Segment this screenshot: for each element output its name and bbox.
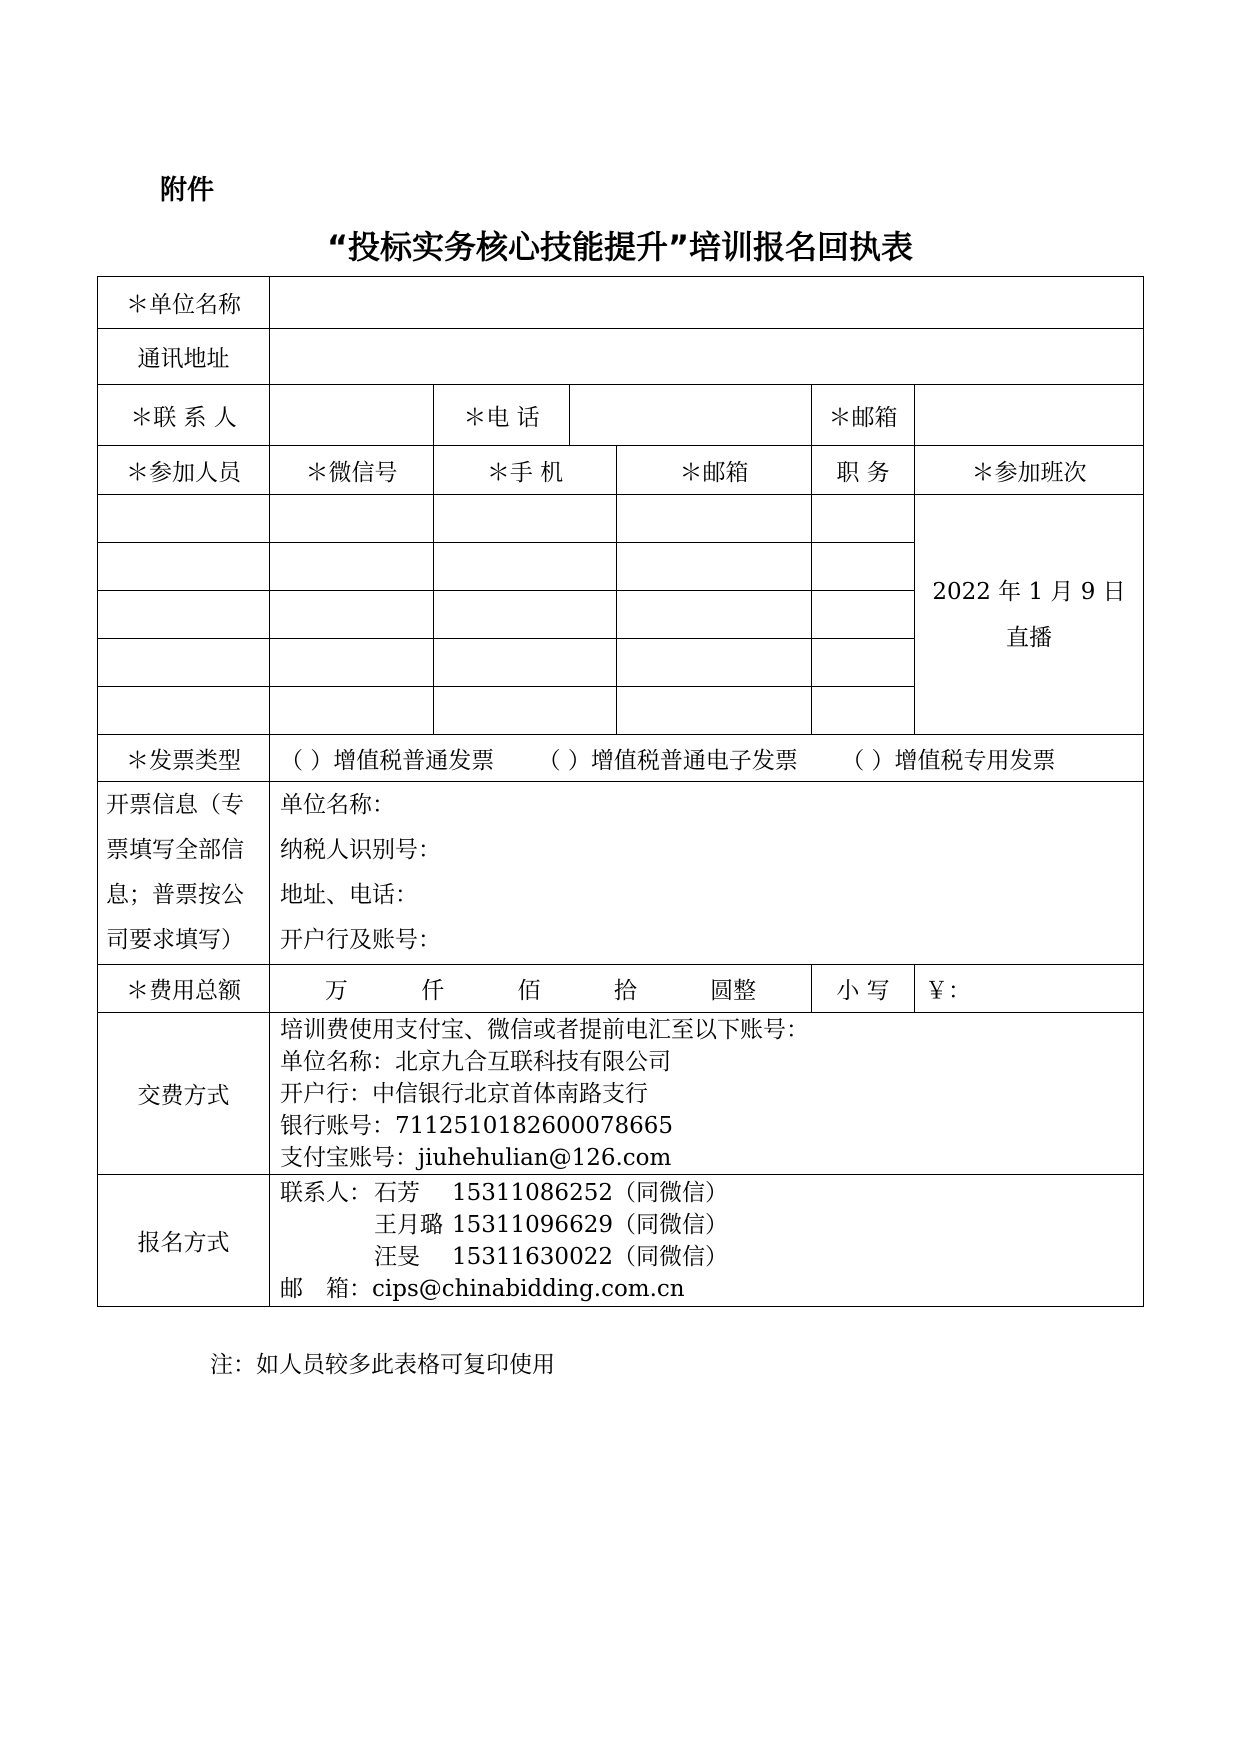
phone-label: ＊电 话 bbox=[434, 385, 570, 446]
phone-field[interactable] bbox=[570, 385, 812, 446]
participant-email-cell[interactable] bbox=[617, 639, 812, 687]
address-label: 通讯地址 bbox=[98, 329, 270, 385]
payment-line: 支付宝账号：jiuhehulian@126.com bbox=[280, 1144, 672, 1171]
participant-wechat-cell[interactable] bbox=[270, 639, 434, 687]
session-date: 2022 年 1 月 9 日 bbox=[932, 578, 1126, 605]
invoice-type-label: ＊发票类型 bbox=[98, 735, 270, 782]
participant-position-cell[interactable] bbox=[812, 495, 915, 543]
participant-name-cell[interactable] bbox=[98, 687, 270, 735]
invoice-options[interactable] bbox=[270, 735, 1144, 782]
participant-wechat-cell[interactable] bbox=[270, 495, 434, 543]
fee-unit-qian: 仟 bbox=[421, 978, 445, 1004]
participant-mobile-cell[interactable] bbox=[434, 591, 617, 639]
invoice-option-normal[interactable]: （ ）增值税普通发票 bbox=[280, 747, 495, 774]
contact-field[interactable] bbox=[270, 385, 434, 446]
register-label: 报名方式 bbox=[98, 1175, 270, 1307]
invoice-option-electronic[interactable]: （ ）增值税普通电子发票 bbox=[537, 747, 798, 774]
participant-email-cell[interactable] bbox=[617, 591, 812, 639]
participant-position-cell[interactable] bbox=[812, 639, 915, 687]
email-field[interactable] bbox=[915, 385, 1144, 446]
invoice-info-label: 开票信息（专 票填写全部信 息；普票按公 司要求填写） bbox=[98, 782, 270, 965]
org-name-label: ＊单位名称 bbox=[98, 277, 270, 329]
participant-mobile-cell[interactable] bbox=[434, 639, 617, 687]
invoice-option-special[interactable]: （ ）增值税专用发票 bbox=[841, 747, 1056, 774]
session-mode: 直播 bbox=[1006, 624, 1052, 651]
address-field[interactable] bbox=[270, 329, 1144, 385]
invoice-info-fields[interactable] bbox=[270, 782, 1144, 965]
org-name-field[interactable] bbox=[270, 277, 1144, 329]
contact-name: 石芳 bbox=[374, 1179, 420, 1206]
participant-position-cell[interactable] bbox=[812, 591, 915, 639]
register-info bbox=[270, 1175, 1144, 1307]
payment-line: 培训费使用支付宝、微信或者提前电汇至以下账号： bbox=[280, 1016, 809, 1043]
fee-small-field[interactable]: ￥： bbox=[915, 965, 1144, 1013]
fee-unit-yuan: 圆整 bbox=[710, 978, 757, 1004]
contact-prefix: 联系人： bbox=[280, 1179, 372, 1206]
participant-email-cell[interactable] bbox=[617, 687, 812, 735]
participant-email-cell[interactable] bbox=[617, 495, 812, 543]
contact-phone: 15311630022（同微信） bbox=[452, 1243, 728, 1270]
session-cell bbox=[915, 495, 1144, 735]
invoice-bank-account[interactable]: 开户行及账号： bbox=[280, 927, 441, 953]
wechat-header: ＊微信号 bbox=[270, 446, 434, 495]
register-email: 邮 箱：cips@chinabidding.com.cn bbox=[280, 1275, 685, 1302]
page-title: “投标实务核心技能提升”培训报名回执表 bbox=[326, 228, 914, 266]
fee-unit-shi: 拾 bbox=[613, 978, 637, 1004]
participant-position-cell[interactable] bbox=[812, 687, 915, 735]
contact-name: 王月璐 bbox=[374, 1211, 443, 1238]
participant-email-header: ＊邮箱 bbox=[617, 446, 812, 495]
mobile-header: ＊手 机 bbox=[434, 446, 617, 495]
fee-small-label: 小 写 bbox=[812, 965, 915, 1013]
participant-header: ＊参加人员 bbox=[98, 446, 270, 495]
participant-name-cell[interactable] bbox=[98, 639, 270, 687]
registration-form bbox=[97, 276, 1144, 1307]
participant-mobile-cell[interactable] bbox=[434, 495, 617, 543]
payment-line: 银行账号：7112510182600078665 bbox=[280, 1112, 674, 1139]
participant-wechat-cell[interactable] bbox=[270, 687, 434, 735]
participant-mobile-cell[interactable] bbox=[434, 687, 617, 735]
fee-label: ＊费用总额 bbox=[98, 965, 270, 1013]
fee-amount-field[interactable] bbox=[270, 965, 812, 1013]
participant-name-cell[interactable] bbox=[98, 495, 270, 543]
invoice-tax-id[interactable]: 纳税人识别号： bbox=[280, 837, 441, 863]
participant-name-cell[interactable] bbox=[98, 543, 270, 591]
participant-mobile-cell[interactable] bbox=[434, 543, 617, 591]
participant-wechat-cell[interactable] bbox=[270, 591, 434, 639]
position-header: 职 务 bbox=[812, 446, 915, 495]
footnote: 注：如人员较多此表格可复印使用 bbox=[210, 1352, 555, 1378]
fee-unit-bai: 佰 bbox=[517, 978, 541, 1004]
email-label: ＊邮箱 bbox=[812, 385, 915, 446]
payment-line: 开户行：中信银行北京首体南路支行 bbox=[280, 1080, 648, 1107]
attachment-label: 附件 bbox=[160, 175, 214, 206]
participant-email-cell[interactable] bbox=[617, 543, 812, 591]
contact-phone: 15311086252（同微信） bbox=[452, 1179, 728, 1206]
payment-line: 单位名称：北京九合互联科技有限公司 bbox=[280, 1048, 671, 1075]
participant-position-cell[interactable] bbox=[812, 543, 915, 591]
payment-info bbox=[270, 1013, 1144, 1175]
session-header: ＊参加班次 bbox=[915, 446, 1144, 495]
contact-label: ＊联 系 人 bbox=[98, 385, 270, 446]
fee-unit-wan: 万 bbox=[324, 978, 348, 1004]
participant-wechat-cell[interactable] bbox=[270, 543, 434, 591]
participant-name-cell[interactable] bbox=[98, 591, 270, 639]
invoice-org-name[interactable]: 单位名称： bbox=[280, 792, 395, 818]
invoice-address-phone[interactable]: 地址、电话： bbox=[280, 882, 418, 908]
contact-phone: 15311096629（同微信） bbox=[452, 1211, 728, 1238]
payment-label: 交费方式 bbox=[98, 1013, 270, 1175]
contact-name: 汪旻 bbox=[374, 1243, 420, 1270]
